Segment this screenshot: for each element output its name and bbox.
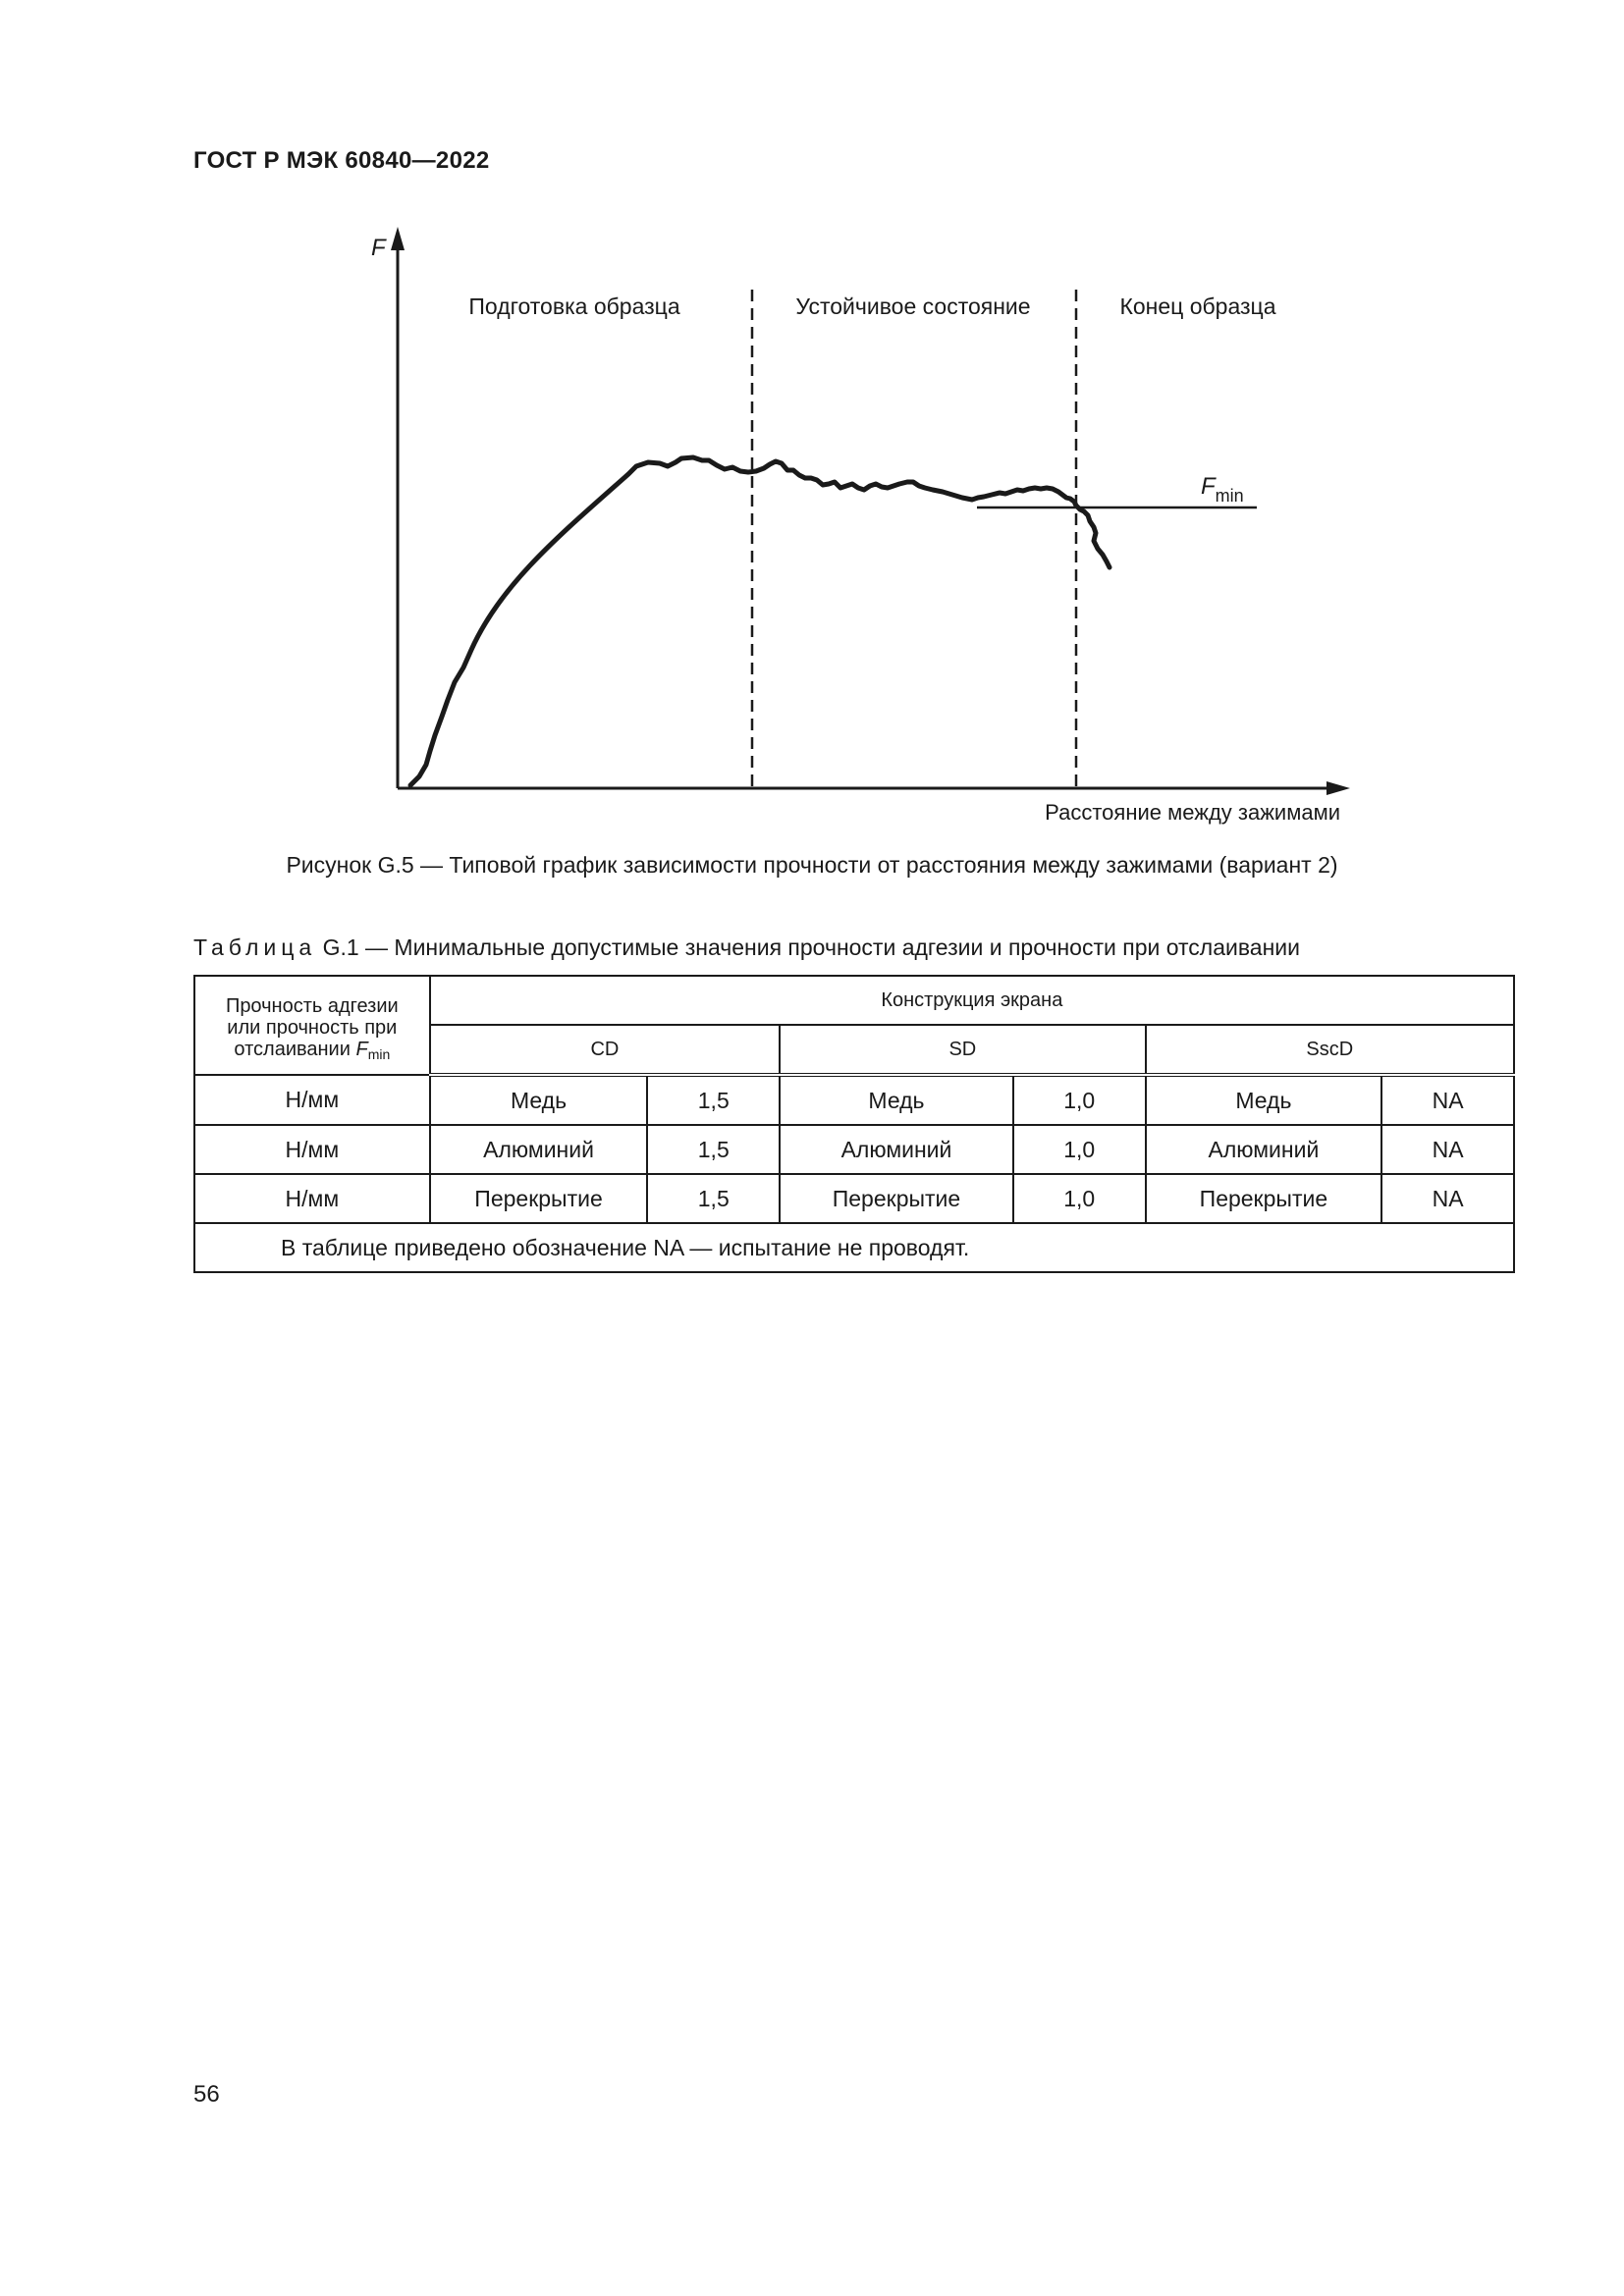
table-note-row (194, 1223, 1514, 1272)
cd-value-cell: 1,5 (647, 1075, 780, 1125)
fmin-label: $F_{min}$ (1201, 473, 1244, 506)
unit-cell: Н/мм (194, 1075, 430, 1125)
sscd-value-cell: NA (1381, 1174, 1514, 1223)
cd-material-cell: Алюминий (430, 1125, 648, 1174)
table-note: В таблице приведено обозначение NA — испытание не проводят. (194, 1223, 1514, 1272)
sscd-material-cell: Медь (1146, 1075, 1382, 1125)
table-row (194, 1075, 1514, 1125)
y-axis-arrow-icon (391, 227, 405, 250)
table-row (194, 1174, 1514, 1223)
group-header-cell: Конструкция экрана (430, 976, 1514, 1025)
figure-caption: Рисунок G.5 — Типовой график зависимости прочности от расстояния между зажимами (вариант 2) (286, 852, 1338, 878)
param-header-cell: Прочность адгезии или прочность при отслаивании $F_{min}$ (194, 976, 430, 1075)
sd-value-cell: 1,0 (1013, 1174, 1146, 1223)
figure-g5 (324, 221, 1355, 829)
sscd-value-cell: NA (1381, 1075, 1514, 1125)
sd-value-cell: 1,0 (1013, 1125, 1146, 1174)
cd-material-cell: Медь (430, 1075, 648, 1125)
table-header-row (194, 976, 1514, 1025)
sd-material-cell: Медь (780, 1075, 1013, 1125)
sscd-value-cell: NA (1381, 1125, 1514, 1174)
cd-material-cell: Перекрытие (430, 1174, 648, 1223)
x-axis-arrow-icon (1326, 781, 1350, 795)
force-distance-graph (324, 221, 1355, 829)
region-label-end: Конец образца (1119, 294, 1276, 319)
sscd-material-cell: Алюминий (1146, 1125, 1382, 1174)
cd-value-cell: 1,5 (647, 1125, 780, 1174)
sd-material-cell: Алюминий (780, 1125, 1013, 1174)
region-label-steady: Устойчивое состояние (795, 294, 1031, 319)
sd-value-cell: 1,0 (1013, 1075, 1146, 1125)
requirements-table (193, 975, 1515, 1273)
document-id: ГОСТ Р МЭК 60840—2022 (193, 147, 490, 174)
cd-value-cell: 1,5 (647, 1174, 780, 1223)
x-axis-label: Расстояние между зажимами (1045, 800, 1340, 825)
y-axis-label: F (371, 235, 386, 261)
page-number: 56 (193, 2081, 220, 2108)
column-header-sscd: SscD (1146, 1025, 1514, 1075)
unit-cell: Н/мм (194, 1125, 430, 1174)
region-label-preparation: Подготовка образца (468, 294, 680, 319)
column-header-cd: CD (430, 1025, 780, 1075)
unit-cell: Н/мм (194, 1174, 430, 1223)
column-header-sd: SD (780, 1025, 1145, 1075)
table-row (194, 1125, 1514, 1174)
sd-material-cell: Перекрытие (780, 1174, 1013, 1223)
table-title: Таблица G.1 — Минимальные допустимые значения прочности адгезии и прочности при отслаивании (193, 934, 1300, 960)
sscd-material-cell: Перекрытие (1146, 1174, 1382, 1223)
